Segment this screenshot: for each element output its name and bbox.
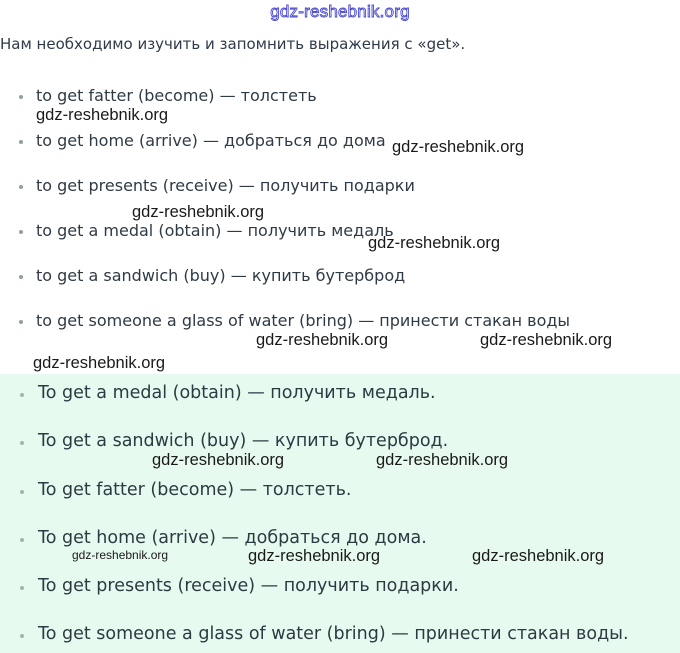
watermark: gdz-reshebnik.org [152, 451, 285, 469]
watermark: gdz-reshebnik.org [72, 548, 169, 562]
bullet-icon [20, 538, 24, 542]
answer-text: To get home (arrive) — добраться до дома. [38, 528, 427, 548]
bullet-icon [20, 441, 24, 445]
list-item-text: to get presents (receive) — получить подарки [36, 176, 415, 195]
bullet-icon [20, 490, 24, 494]
list-item-text: to get a medal (obtain) — получить медаль [36, 221, 394, 240]
bullet-icon [19, 230, 23, 234]
answer-text: To get a medal (obtain) — получить медаль. [38, 383, 436, 403]
watermark: gdz-reshebnik.org [36, 106, 169, 124]
bullet-icon [19, 185, 23, 189]
watermark: gdz-reshebnik.org [368, 234, 501, 252]
list-item-text: to get home (arrive) — добраться до дома [36, 131, 386, 150]
watermark: gdz-reshebnik.org [392, 138, 525, 156]
watermark: gdz-reshebnik.org [256, 331, 389, 349]
header-watermark: gdz-reshebnik.org [270, 2, 410, 21]
bullet-icon [20, 634, 24, 638]
watermark: gdz-reshebnik.org [376, 451, 509, 469]
answer-panel [0, 374, 680, 653]
bullet-icon [19, 95, 23, 99]
bullet-icon [19, 140, 23, 144]
watermark: gdz-reshebnik.org [480, 331, 613, 349]
answer-text: To get a sandwich (buy) — купить бутерброд. [38, 431, 449, 451]
watermark: gdz-reshebnik.org [248, 547, 381, 565]
watermark: gdz-reshebnik.org [33, 354, 166, 372]
list-item-text: to get fatter (become) — толстеть [36, 86, 317, 105]
bullet-icon [19, 275, 23, 279]
watermark: gdz-reshebnik.org [132, 203, 265, 221]
bullet-icon [20, 393, 24, 397]
answer-text: To get someone a glass of water (bring) — принести стакан воды. [38, 624, 629, 644]
bullet-icon [19, 320, 23, 324]
intro-text: Нам необходимо изучить и запомнить выражения с «get». [0, 35, 466, 53]
answer-text: To get fatter (become) — толстеть. [38, 480, 352, 500]
bullet-icon [20, 586, 24, 590]
list-item-text: to get someone a glass of water (bring) — принести стакан воды [36, 311, 571, 330]
list-item-text: to get a sandwich (buy) — купить бутерброд [36, 266, 406, 285]
answer-text: To get presents (receive) — получить подарки. [38, 576, 459, 596]
watermark: gdz-reshebnik.org [472, 547, 605, 565]
